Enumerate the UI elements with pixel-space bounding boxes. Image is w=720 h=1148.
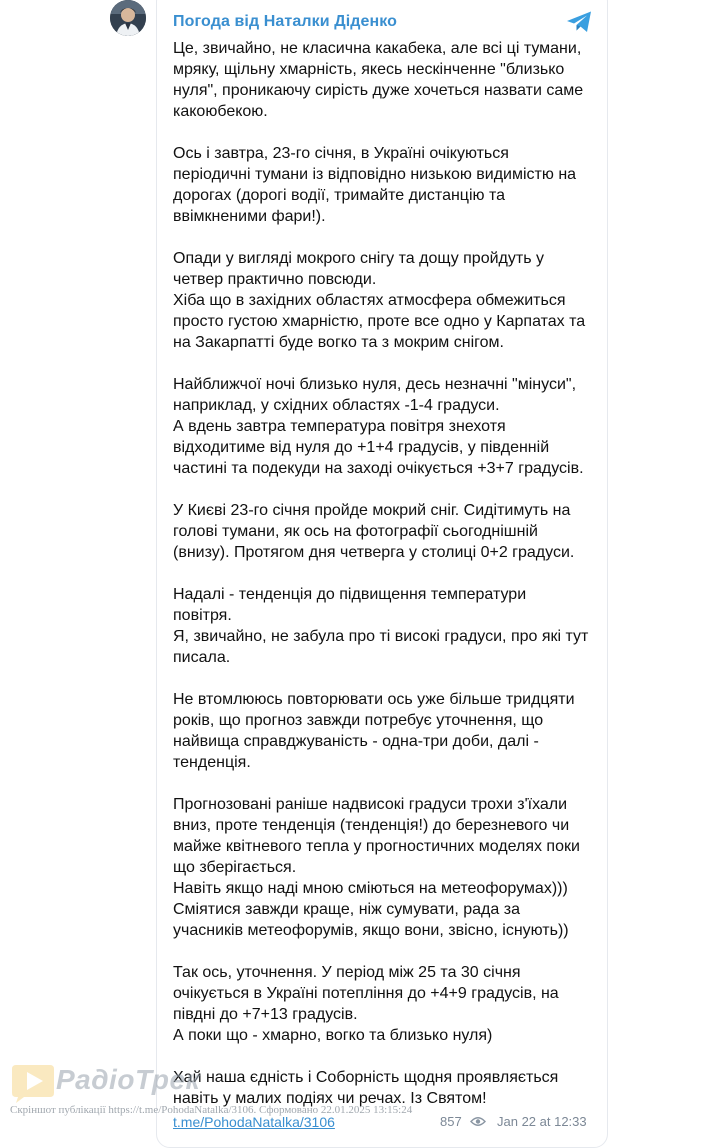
post-line: Я, звичайно, не забула про ті високі градуси, про які тут bbox=[173, 628, 589, 645]
eye-icon bbox=[470, 1116, 486, 1127]
post-line: Надалі - тенденція до підвищення температури bbox=[173, 586, 527, 603]
post-line: нуля", проникаючу сирість дуже хочеться назвати саме bbox=[173, 82, 584, 99]
post-line: майже квітневого тепла у прогностичних моделях поки bbox=[173, 838, 580, 855]
post-line: Хіба що в західних областях атмосфера обмежиться bbox=[173, 292, 566, 309]
post-line: просто густою хмарністю, проте все одно у Карпатах та bbox=[173, 313, 586, 330]
views-count: 857 bbox=[440, 1114, 462, 1129]
channel-name[interactable]: Погода від Наталки Діденко bbox=[173, 13, 398, 30]
post-line: частині та подекуди на заході очікується +3+7 градусів. bbox=[173, 460, 584, 477]
post-paragraph bbox=[173, 38, 598, 122]
post-paragraph bbox=[173, 248, 598, 353]
post-line: (внизу). Протягом дня четверга у столиці 0+2 градуси. bbox=[173, 544, 575, 561]
post-line: учасників метеофорумів, якщо вони, звісно, існують)) bbox=[173, 922, 569, 939]
post-line: повітря. bbox=[173, 607, 232, 624]
post-line: мряку, щільну хмарність, якесь нескінченне "близько bbox=[173, 61, 565, 78]
post-line: періодичні тумани із відповідно низькою видимістю на bbox=[173, 166, 577, 183]
post-paragraph bbox=[173, 500, 598, 563]
post-line: У Києві 23-го січня пройде мокрий сніг. Сидітимуть на bbox=[173, 502, 571, 519]
post-line: ввімкненими фари!). bbox=[173, 208, 326, 225]
avatar-photo bbox=[110, 0, 146, 36]
post-line: Хай наша єдність і Соборність щодня проявляється bbox=[173, 1069, 559, 1086]
post-line: навіть у малих подіях чи речах. Із Святом! bbox=[173, 1090, 487, 1107]
post-line: Опади у вигляді мокрого снігу та дощу пройдуть у bbox=[173, 250, 544, 267]
post-line: вниз, проте тенденція (тенденція!) до березневого чи bbox=[173, 817, 570, 834]
post-link[interactable]: t.me/PohodaNatalka/3106 bbox=[173, 1114, 335, 1130]
post-line: голові тумани, як ось на фотографії сьогоднішній bbox=[173, 523, 538, 540]
post-line: півдні до +7+13 градусів. bbox=[173, 1006, 358, 1023]
post-line: А вдень завтра температура повітря знехотя bbox=[173, 418, 506, 435]
post-line: відходитиме від нуля до +1+4 градусів, у південній bbox=[173, 439, 550, 456]
post-line: Не втомлююсь повторювати ось уже більше тридцяти bbox=[173, 691, 575, 708]
post-line: наприклад, у східних областях -1-4 градуси. bbox=[173, 397, 500, 414]
post-paragraph bbox=[173, 962, 598, 1046]
post-paragraph bbox=[173, 1067, 598, 1109]
screenshot-caption: Скріншот публікації https://t.me/PohodaNatalka/3106. Сформовано 22.01.2025 13:15:24 bbox=[10, 1104, 413, 1116]
post-line: очікується в Україні потепління до +4+9 градусів, на bbox=[173, 985, 559, 1002]
post-line: років, що прогноз завжди потребує уточнення, що bbox=[173, 712, 544, 729]
post-line: тенденція. bbox=[173, 754, 251, 771]
post-line: Найближчої ночі близько нуля, десь незначні "мінуси", bbox=[173, 376, 577, 393]
post-line: Так ось, уточнення. У період між 25 та 30 січня bbox=[173, 964, 521, 981]
post-line: Сміятися завжди краще, ніж сумувати, рада за bbox=[173, 901, 520, 918]
post-line: найвища справджуваність - одна-три доби, далі - bbox=[173, 733, 539, 750]
post-line: дорогах (дорогі водії, тримайте дистанцію та bbox=[173, 187, 506, 204]
post-line: Прогнозовані раніше надвисокі градуси трохи з'їхали bbox=[173, 796, 568, 813]
post-line: какоюбекою. bbox=[173, 103, 268, 120]
post-paragraph bbox=[173, 584, 598, 668]
post-line: на Закарпатті буде вогко та з мокрим снігом. bbox=[173, 334, 504, 351]
post-line: А поки що - хмарно, вогко та близько нуля) bbox=[173, 1027, 493, 1044]
post-paragraph bbox=[173, 794, 598, 941]
post-line: Це, звичайно, не класична какабека, але всі ці тумани, bbox=[173, 40, 582, 57]
telegram-plane-icon[interactable] bbox=[566, 10, 593, 34]
post-line: четвер практично повсюди. bbox=[173, 271, 377, 288]
watermark-brand: РадіоТрек bbox=[56, 1064, 201, 1095]
post-paragraph bbox=[173, 143, 598, 227]
post-line: писала. bbox=[173, 649, 231, 666]
post-paragraph bbox=[173, 689, 598, 773]
post-line: Навіть якщо наді мною сміються на метеофорумах))) bbox=[173, 880, 568, 897]
post-line: Ось і завтра, 23-го січня, в Україні очікуються bbox=[173, 145, 509, 162]
post-text bbox=[173, 38, 598, 1130]
channel-avatar[interactable] bbox=[110, 0, 146, 36]
post-date[interactable]: Jan 22 at 12:33 bbox=[497, 1114, 587, 1129]
post-line: що зберігається. bbox=[173, 859, 297, 876]
post-paragraph bbox=[173, 374, 598, 479]
